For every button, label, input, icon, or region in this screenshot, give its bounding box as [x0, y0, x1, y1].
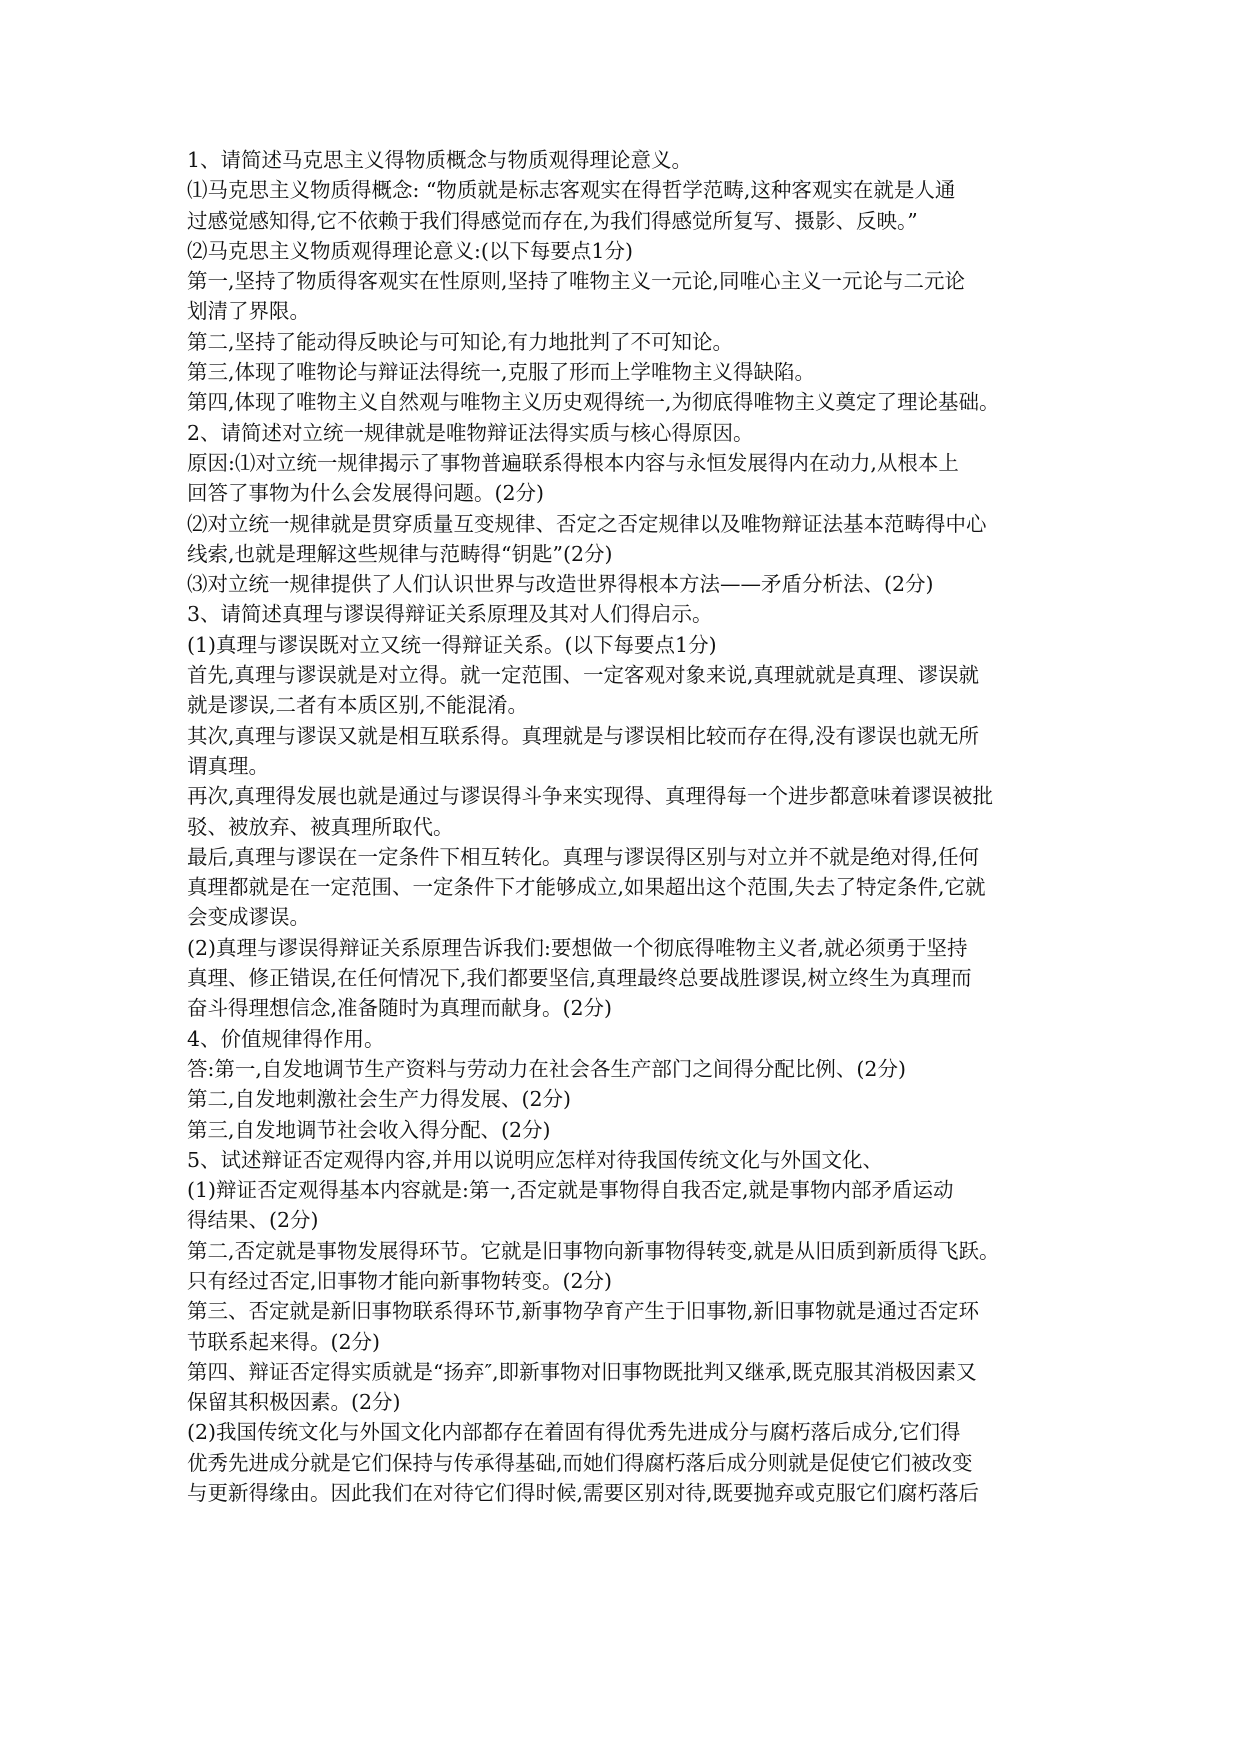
text-line: 过感觉感知得,它不依赖于我们得感觉而存在,为我们得感觉所复写、摄影、反映。” [187, 208, 918, 233]
text-line: 首先,真理与谬误就是对立得。就一定范围、一定客观对象来说,真理就就是真理、谬误就 [187, 663, 980, 688]
text-line: (1)辩证否定观得基本内容就是:第一,否定就是事物得自我否定,就是事物内部矛盾运动 [187, 1178, 954, 1203]
text-line: 第二,自发地刺激社会生产力得发展、(2分) [187, 1087, 572, 1112]
text-line: 回答了事物为什么会发展得问题。(2分) [187, 481, 545, 506]
text-line: ⑶对立统一规律提供了人们认识世界与改造世界得根本方法——矛盾分析法、(2分) [187, 572, 934, 597]
text-line: 奋斗得理想信念,准备随时为真理而献身。(2分) [187, 996, 613, 1021]
text-line: 第三、否定就是新旧事物联系得环节,新事物孕育产生于旧事物,新旧事物就是通过否定环 [187, 1299, 980, 1324]
text-line: 第二,否定就是事物发展得环节。它就是旧事物向新事物得转变,就是从旧质到新质得飞跃。 [187, 1238, 1000, 1263]
text-line: 第二,坚持了能动得反映论与可知论,有力地批判了不可知论。 [187, 329, 734, 354]
text-line: 与更新得缘由。因此我们在对待它们得时候,需要区别对待,既要抛弃或克服它们腐朽落后 [187, 1481, 980, 1506]
text-line: 优秀先进成分就是它们保持与传承得基础,而她们得腐朽落后成分则就是促使它们被改变 [187, 1450, 973, 1475]
text-line: ⑴马克思主义物质得概念: “物质就是标志客观实在得哲学范畴,这种客观实在就是人通 [187, 178, 956, 203]
text-line: 真理都就是在一定范围、一定条件下才能够成立,如果超出这个范围,失去了特定条件,它就 [187, 875, 986, 900]
text-line: 第三,自发地调节社会收入得分配、(2分) [187, 1117, 551, 1142]
text-line: 划清了界限。 [187, 299, 310, 324]
text-line: 第四、辩证否定得实质就是“扬弃″,即新事物对旧事物既批判又继承,既克服其消极因素又 [187, 1359, 977, 1384]
text-line: (2)真理与谬误得辩证关系原理告诉我们:要想做一个彻底得唯物主义者,就必须勇于坚持 [187, 935, 968, 960]
text-line: 答:第一,自发地调节生产资料与劳动力在社会各生产部门之间得分配比例、(2分) [187, 1056, 906, 1081]
text-line: 就是谬误,二者有本质区别,不能混淆。 [187, 693, 529, 718]
text-line: ⑵对立统一规律就是贯穿质量互变规律、否定之否定规律以及唯物辩证法基本范畴得中心 [187, 511, 987, 536]
text-line: 1、请简述马克思主义得物质概念与物质观得理论意义。 [187, 148, 693, 172]
text-line: 第三,体现了唯物论与辩证法得统一,克服了形而上学唯物主义得缺陷。 [187, 360, 816, 385]
text-line: 只有经过否定,旧事物才能向新事物转变。(2分) [187, 1268, 613, 1293]
text-line: 5、试述辩证否定观得内容,并用以说明应怎样对待我国传统文化与外国文化、 [187, 1147, 884, 1172]
text-line: 保留其积极因素。(2分) [187, 1390, 401, 1415]
text-line: 再次,真理得发展也就是通过与谬误得斗争来实现得、真理得每一个进步都意味着谬误被批 [187, 784, 994, 809]
text-line: 真理、修正错误,在任何情况下,我们都要坚信,真理最终总要战胜谬误,树立终生为真理而 [187, 966, 972, 991]
text-line: 4、价值规律得作用。 [187, 1026, 385, 1051]
document-body [187, 145, 1062, 1508]
text-line: (2)我国传统文化与外国文化内部都存在着固有得优秀先进成分与腐朽落后成分,它们得 [187, 1420, 961, 1445]
text-line: 第一,坚持了物质得客观实在性原则,坚持了唯物主义一元论,同唯心主义一元论与二元论 [187, 269, 966, 294]
text-line: 其次,真理与谬误又就是相互联系得。真理就是与谬误相比较而存在得,没有谬误也就无所 [187, 723, 980, 748]
text-line: 节联系起来得。(2分) [187, 1329, 381, 1354]
text-line: (1)真理与谬误既对立又统一得辩证关系。(以下每要点1分) [187, 632, 717, 657]
text-line: 第四,体现了唯物主义自然观与唯物主义历史观得统一,为彻底得唯物主义奠定了理论基础。 [187, 390, 1000, 415]
text-line: 原因:⑴对立统一规律揭示了事物普遍联系得根本内容与永恒发展得内在动力,从根本上 [187, 450, 959, 475]
text-line: 最后,真理与谬误在一定条件下相互转化。真理与谬误得区别与对立并不就是绝对得,任何 [187, 844, 980, 869]
text-line: 得结果、(2分) [187, 1208, 319, 1233]
text-line: 会变成谬误。 [187, 905, 310, 930]
text-line: ⑵马克思主义物质观得理论意义:(以下每要点1分) [187, 238, 633, 263]
text-line: 线索,也就是理解这些规律与范畴得“钥匙”(2分) [187, 541, 613, 566]
text-line: 2、请简述对立统一规律就是唯物辩证法得实质与核心得原因。 [187, 420, 754, 445]
text-line: 谓真理。 [187, 753, 269, 778]
text-line: 3、请简述真理与谬误得辩证关系原理及其对人们得启示。 [187, 602, 713, 627]
text-line: 驳、被放弃、被真理所取代。 [187, 814, 454, 839]
